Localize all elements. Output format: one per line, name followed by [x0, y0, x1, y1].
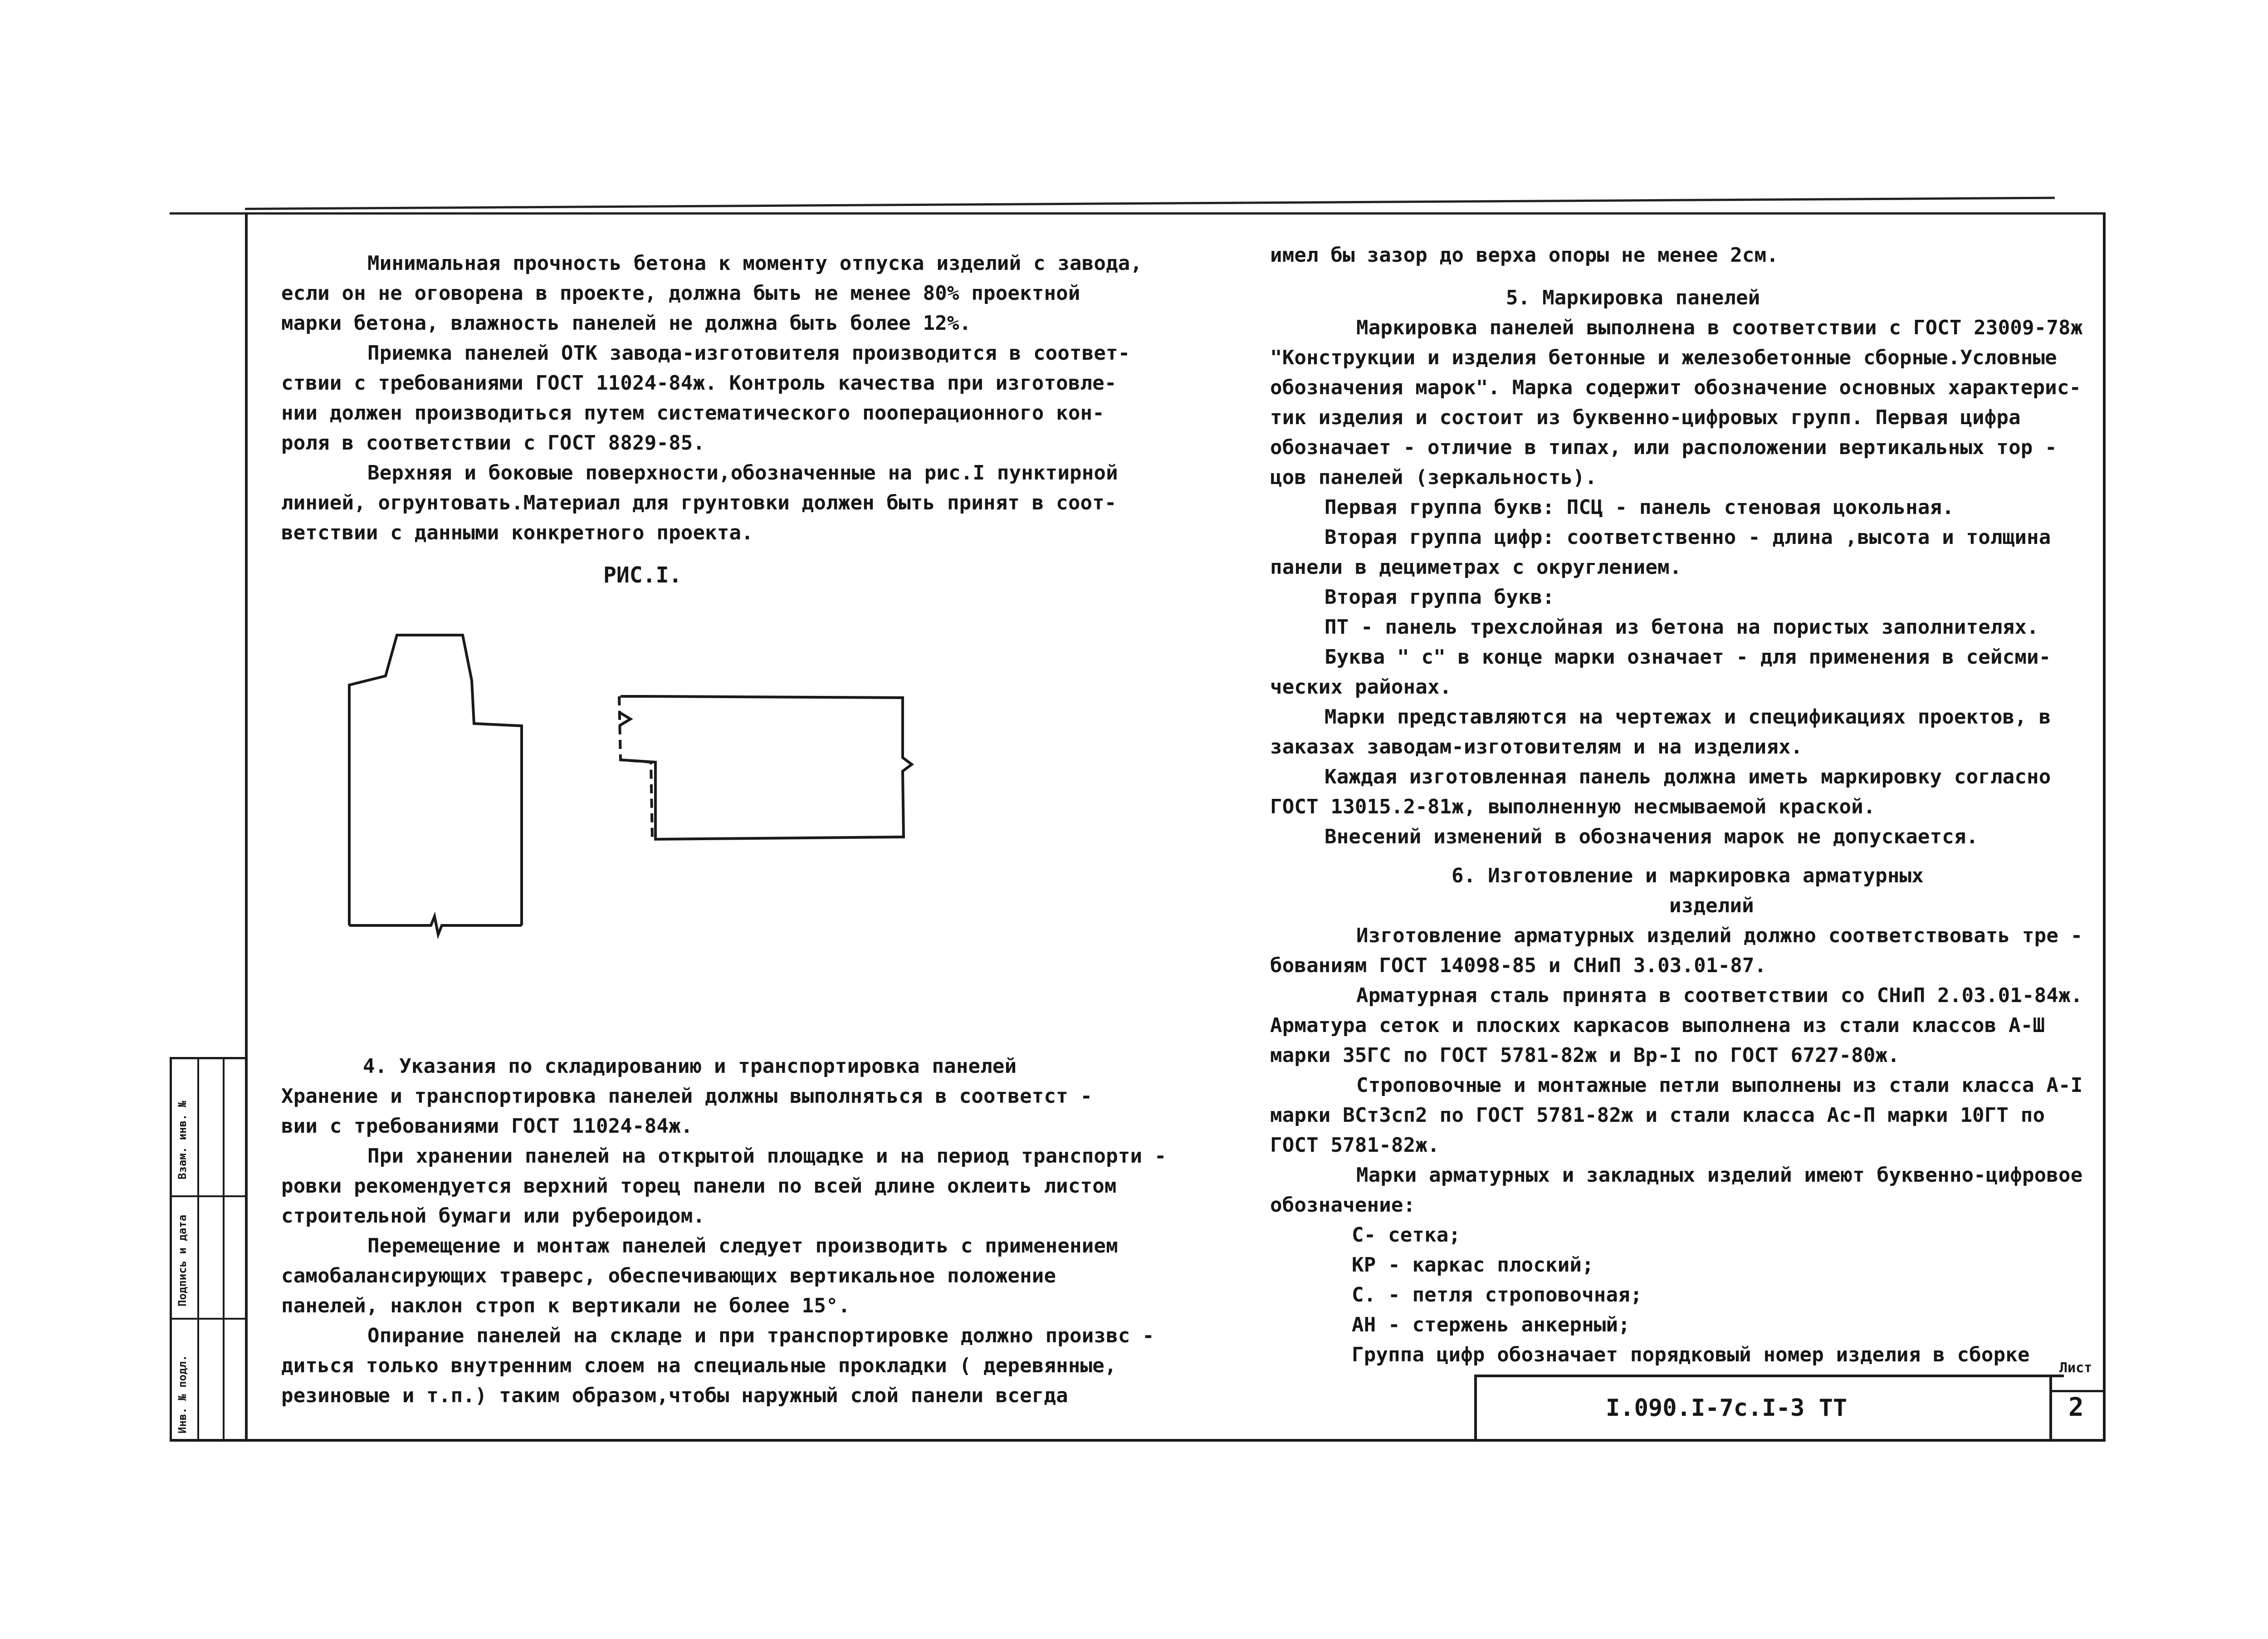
text-line: бованиям ГОСТ 14098-85 и СНиП 3.03.01-87.: [1270, 954, 1767, 977]
text-line: марки бетона, влажность панелей не должна быть более 12%.: [281, 312, 972, 335]
text-line: марки ВСт3сп2 по ГОСТ 5781-82ж и стали класса Ас-П марки 10ГТ по: [1270, 1104, 2045, 1127]
text-line: Изготовление арматурных изделий должно соответствовать тре -: [1356, 924, 2083, 947]
text-line: имел бы зазор до верха опоры не менее 2см.: [1270, 244, 1779, 267]
text-line: Верхняя и боковые поверхности,обозначенные на рис.I пунктирной: [367, 461, 1118, 484]
text-line: ГОСТ 13015.2-81ж, выполненную несмываемой краской.: [1270, 795, 1876, 818]
text-line: самобалансирующих траверс, обеспечивающих вертикальное положение: [281, 1264, 1056, 1287]
text-line: Первая группа букв: ПСЦ - панель стеновая цокольная.: [1325, 496, 1954, 519]
text-line: Строповочные и монтажные петли выполнены из стали класса А-I: [1356, 1074, 2083, 1097]
side-label-sign: Подпись и дата: [176, 1214, 189, 1306]
text-line: Каждая изготовленная панель должна иметь маркировку согласно: [1325, 765, 2051, 788]
mark-item: С. - петля строповочная;: [1352, 1283, 1642, 1306]
text-line: Перемещение и монтаж панелей следует производить с применением: [367, 1234, 1118, 1257]
sheet-number: 2: [2068, 1393, 2084, 1422]
text-line: Арматурная сталь принята в соответствии со СНиП 2.03.01-84ж.: [1356, 984, 2083, 1007]
section6-title-line1: 6. Изготовление и маркировка арматурных: [1452, 864, 1924, 887]
text-line: Минимальная прочность бетона к моменту отпуска изделий с завода,: [367, 252, 1143, 275]
text-line: Внесений изменений в обозначения марок не допускается.: [1325, 825, 1979, 848]
section6-title-line2: изделий: [1669, 894, 1754, 917]
text-line: Марки представляются на чертежах и спецификациях проектов, в: [1325, 705, 2051, 729]
text-line: Арматура сеток и плоских каркасов выполнена из стали классов А-Ш: [1270, 1014, 2045, 1037]
text-line: панели в дециметрах с округлением.: [1270, 556, 1682, 579]
text-line: Опирание панелей на складе и при транспортировке должно произвс -: [367, 1324, 1154, 1347]
mark-item: С- сетка;: [1352, 1223, 1461, 1247]
frame-top-line: [245, 197, 2055, 210]
text-line: ческих районах.: [1270, 675, 1452, 699]
sheet-label: Лист: [2059, 1360, 2092, 1376]
figure-caption: РИС.I.: [603, 563, 682, 588]
text-line: панелей, наклон строп к вертикали не более 15°.: [281, 1294, 850, 1317]
text-line: Хранение и транспортировка панелей должны выполняться в соответст -: [281, 1085, 1093, 1108]
text-line: Приемка панелей ОТК завода-изготовителя производится в соответ-: [367, 342, 1130, 365]
frame-left-line: [245, 212, 248, 1442]
side-label-replace: Взам. инв. №: [176, 1101, 189, 1179]
text-line: ровки рекомендуется верхний торец панели по всей длине оклеить листом: [281, 1174, 1117, 1198]
text-line: ветствии с данными конкретного проекта.: [281, 521, 753, 544]
text-line: Вторая группа цифр: соответственно - длина ,высота и толщина: [1325, 526, 2051, 549]
text-line: тик изделия и состоит из буквенно-цифровых групп. Первая цифра: [1270, 406, 2021, 429]
text-line: Маркировка панелей выполнена в соответствии с ГОСТ 23009-78ж: [1356, 316, 2083, 339]
mark-item: КР - каркас плоский;: [1352, 1253, 1594, 1277]
text-line: ствии с требованиями ГОСТ 11024-84ж. Контроль качества при изготовле-: [281, 372, 1117, 395]
text-line: нии должен производиться путем систематического пооперационного кон-: [281, 401, 1105, 425]
text-line: Буква " с" в конце марки означает - для применения в сейсми-: [1325, 646, 2051, 669]
right-column: [1270, 240, 2082, 1370]
text-line: "Конструкции и изделия бетонные и железобетонные сборные.Условные: [1270, 346, 2057, 369]
text-line: обозначение:: [1270, 1194, 1416, 1217]
section5-title: 5. Маркировка панелей: [1506, 286, 1760, 309]
text-line: резиновые и т.п.) таким образом,чтобы наружный слой панели всегда: [281, 1384, 1068, 1407]
text-line: линией, огрунтовать.Материал для грунтовки должен быть принят в соот-: [281, 491, 1117, 514]
text-line: диться только внутренним слоем на специальные прокладки ( деревянные,: [281, 1354, 1117, 1377]
text-line: При хранении панелей на открытой площадке и на период транспорти -: [367, 1145, 1167, 1168]
left-column-section4: [281, 1052, 1167, 1411]
text-line: Вторая группа букв:: [1325, 586, 1555, 609]
text-line: марки 35ГС по ГОСТ 5781-82ж и Вр-I по ГОСТ 6727-80ж.: [1270, 1044, 1900, 1067]
text-line: роля в соответствии с ГОСТ 8829-85.: [281, 431, 705, 455]
text-line: строительной бумаги или рубероидом.: [281, 1204, 705, 1228]
text-line: цов панелей (зеркальность).: [1270, 466, 1597, 489]
text-line: заказах заводам-изготовителям и на изделиях.: [1270, 735, 1803, 758]
text-line: Марки арматурных и закладных изделий имеют буквенно-цифровое: [1356, 1164, 2083, 1187]
text-line: ПТ - панель трехслойная из бетона на пористых заполнителях.: [1325, 616, 2039, 639]
text-line: обозначения марок". Марка содержит обозначение основных характерис-: [1270, 376, 2082, 399]
text-line: вии с требованиями ГОСТ 11024-84ж.: [281, 1115, 693, 1138]
text-line: ГОСТ 5781-82ж.: [1270, 1134, 1440, 1157]
text-line: если он не оговорена в проекте, должна быть не менее 80% проектной: [281, 282, 1080, 305]
mark-item: АН - стержень анкерный;: [1352, 1313, 1630, 1336]
side-label-inv: Инв. № подл.: [176, 1355, 189, 1434]
section4-title: 4. Указания по складированию и транспортировка панелей: [363, 1055, 1017, 1078]
panel-section-figure: [318, 617, 953, 944]
document-code: I.090.I-7с.I-3 ТТ: [1606, 1394, 1848, 1422]
left-column-top: [281, 249, 1142, 548]
text-line: обозначает - отличие в типах, или расположении вертикальных тор -: [1270, 436, 2057, 459]
text-line: Группа цифр обозначает порядковый номер изделия в сборке: [1352, 1343, 2030, 1366]
